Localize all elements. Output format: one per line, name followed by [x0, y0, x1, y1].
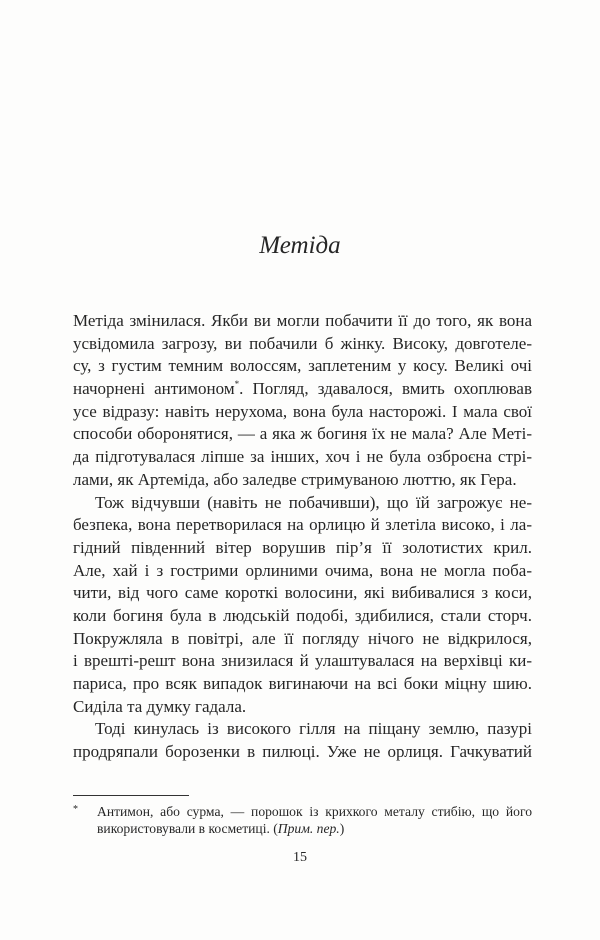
footnote-text: ) — [339, 821, 345, 836]
footnote-text: використовували в косметиці. ( — [97, 821, 278, 836]
text-line: Але, хай і з гострими орлиними очима, вона не могла поба- — [73, 560, 532, 580]
text-line: Метіда змінилася. Якби ви могли побачити її до того, як вона — [73, 311, 532, 330]
text-line: усе відразу: навіть нерухома, вона була насторожі. І мала свої — [73, 401, 532, 421]
text-line: Сиділа та думку гадала. — [73, 696, 247, 716]
text-segment: . Погляд, здавалося, вмить охоплював — [239, 379, 533, 399]
text-line: Тож відчувши (навіть не побачивши), що їй загрожує не- — [95, 492, 532, 512]
text-line: Покружляла в повітрі, але її погляду нічого не відкрилося, — [73, 628, 532, 648]
text-line: коли богиня була в людській подобі, здибилися, стали сторч. — [73, 605, 532, 625]
body-text — [73, 310, 532, 764]
footnote-divider — [73, 795, 189, 796]
footnote — [73, 803, 532, 837]
text-line: чити, від чого саме короткі волосини, які вибивалися з коси, — [73, 583, 532, 603]
text-line: Тоді кинулась із високого гілля на піщану землю, пазурі — [95, 719, 532, 739]
text-line — [73, 378, 532, 401]
footnote-mark: * — [73, 804, 78, 815]
text-line: продряпали борозенки в пилюці. Уже не орлиця. Гачкуватий — [73, 742, 532, 762]
text-line: париса, про всяк випадок вигинаючи на всі боки міцну шию. — [73, 674, 532, 693]
text-line: су, з густим темним волоссям, заплетеним у косу. Великі очі — [73, 356, 532, 376]
footnote-italic: Прим. пер. — [277, 821, 340, 836]
footnote-line — [97, 820, 532, 837]
text-line: усвідомила загрозу, ви побачили б жінку. Високу, довготеле- — [73, 333, 532, 353]
footnote-line: Антимон, або сурма, — порошок із крихкого металу стибію, що його — [97, 804, 532, 819]
text-segment: начорнені антимоном — [73, 379, 235, 399]
text-line: да підготувалася ліпше за інших, хоч і не була озброєна стрі- — [73, 447, 532, 467]
footnote-reference: * — [234, 379, 240, 390]
text-line: лами, як Артеміда, або заледве стримуваною люттю, як Гера. — [73, 469, 517, 489]
page-number: 15 — [293, 850, 307, 865]
chapter-title: Метіда — [259, 232, 341, 259]
text-line: способи оборонятися, — а яка ж богиня їх не мала? Але Меті- — [73, 424, 532, 444]
text-line: безпека, вона перетворилася на орлицю й злетіла високо, і ла- — [73, 515, 532, 535]
text-line: і врешті-решт вона знизилася й улаштувалася на верхівці ки- — [73, 651, 532, 671]
text-line: гідний південний вітер ворушив пір’я її золотистих крил. — [73, 537, 532, 557]
